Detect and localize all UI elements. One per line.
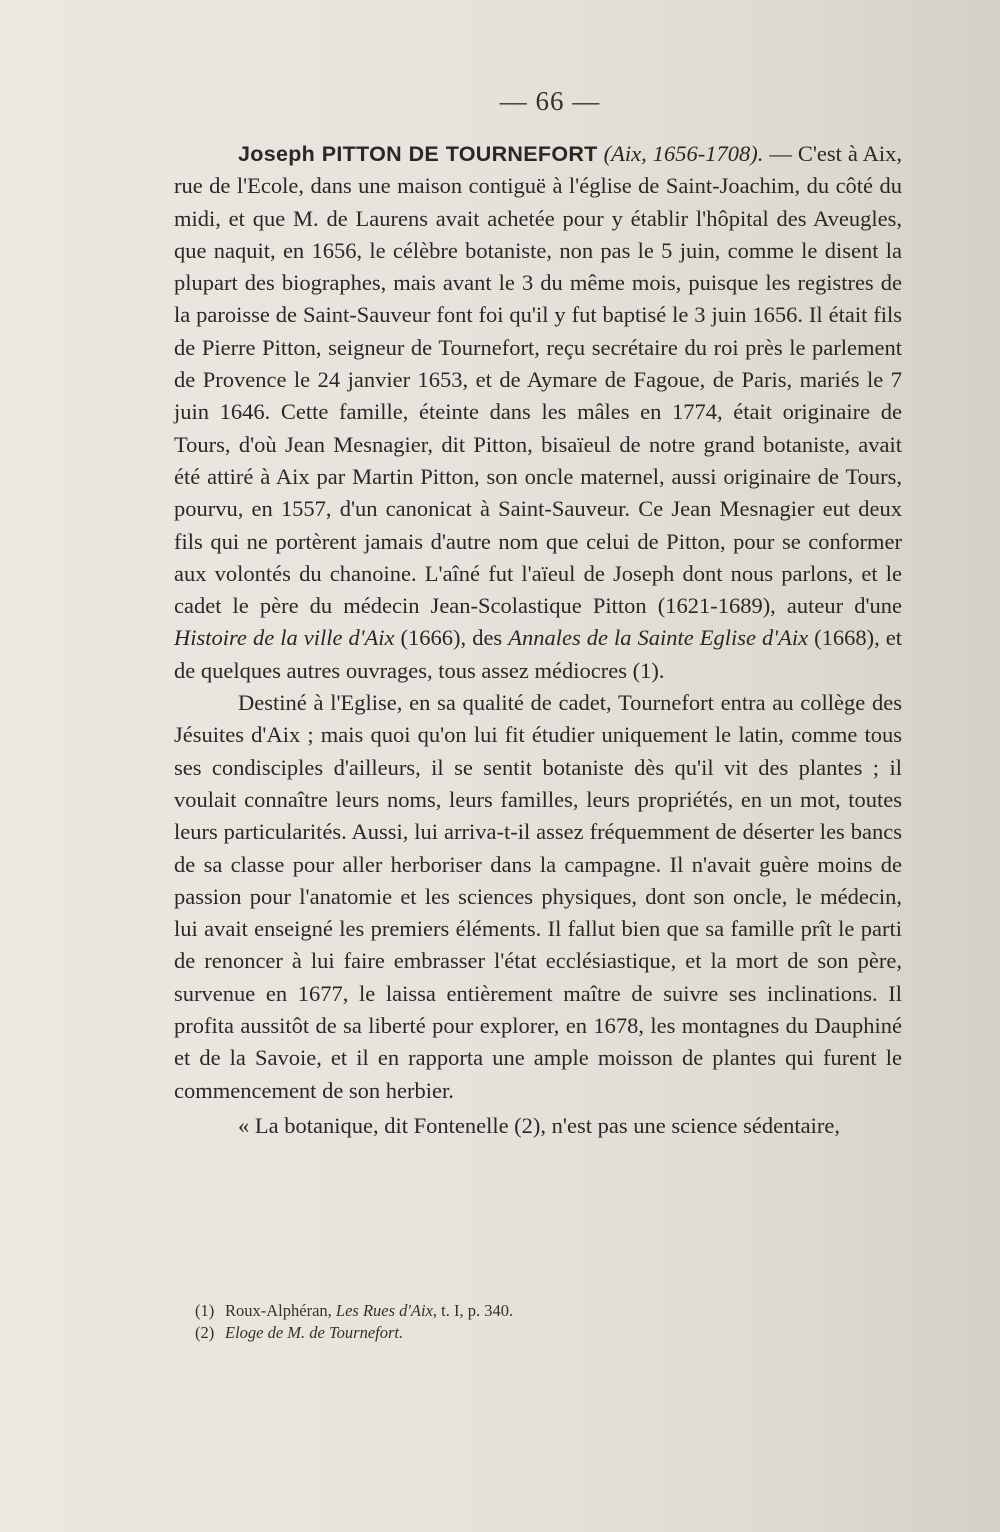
- footnote-2: [195, 1322, 755, 1344]
- work-title-histoire: Histoire de la ville d'Aix: [174, 625, 395, 651]
- footnote-mark: (1): [195, 1301, 215, 1320]
- footnote-title: Les Rues d'Aix,: [335, 1301, 438, 1320]
- paragraph-3: « La botanique, dit Fontenelle (2), n'est pas une science sédentaire,: [238, 1112, 840, 1138]
- paragraph-1-mid: (1666), des: [394, 625, 509, 651]
- footnotes: [195, 1300, 755, 1344]
- paragraph-1-body: — C'est à Aix, rue de l'Ecole, dans une maison contiguë à l'église de Saint-Joachim, du côté du midi, et que M. de Laurens avait achetée pour y établir l'hôpital des Aveugles, que naquit, en 1656, le célèbre botaniste, non pas le 5 juin, comme le disent la plupart des biographes, mais avant le 3 du même mois, puisque les registres de la paroisse de Saint-Sauveur font foi qu'il y fut baptisé le 3 juin 1656. Il était fils de Pierre Pitton, seigneur de Tournefort, reçu secrétaire du roi près le parlement de Provence le 24 janvier 1653, et de Aymare de Fagoue, de Paris, mariés le 7 juin 1646. Cette famille, éteinte dans les mâles en 1774, était originaire de Tours, d'où Jean Mesnagier, dit Pitton, bisaïeul de notre grand botaniste, avait été attiré à Aix par Martin Pitton, son oncle maternel, aussi originaire de Tours, pourvu, en 1557, d'un canonicat à Saint-Sauveur. Ce Jean Mesnagier eut deux fils qui ne portèrent jamais d'autre nom que celui de Pitton, pour se conformer aux volontés du chanoine. L'aîné fut l'aïeul de Joseph dont nous parlons, et le cadet le père du médecin Jean-Scolastique Pitton (1621-1689), auteur d'une: [174, 141, 902, 619]
- page-number: — 66 —: [499, 86, 601, 116]
- footnote-mark: (2): [195, 1323, 215, 1342]
- work-title-annales: Annales de la Sainte Eglise d'Aix: [508, 625, 809, 651]
- paragraph-1: [174, 138, 902, 687]
- paragraph-1-end: (1668), et de quelques autres ouvrages, tous assez médiocres (1).: [174, 625, 902, 683]
- entry-dates: (Aix, 1656-1708).: [603, 141, 764, 166]
- entry-name: Joseph PITTON DE TOURNEFORT: [238, 142, 598, 166]
- paragraph-2: Destiné à l'Eglise, en sa qualité de cadet, Tournefort entra au collège des Jésuites d'Aix ; mais quoi qu'on lui fit étudier uniquement le latin, comme tous ses condisciples d'ailleurs, il se sentit botaniste dès qu'il vit des plantes ; il voulait connaître leurs noms, leurs familles, leurs propriétés, en un mot, toutes leurs particularités. Aussi, lui arriva-t-il assez fréquemment de déserter les bancs de sa classe pour aller herboriser dans la campagne. Il n'avait guère moins de passion pour l'anatomie et les sciences physiques, dont son oncle, le médecin, lui avait enseigné les premiers éléments. Il fallut bien que sa famille prît le parti de renoncer à lui faire embrasser l'état ecclésiastique, et la mort de son père, survenue en 1677, le laissa entièrement maître de suivre ses inclinations. Il profita aussitôt de sa liberté pour explorer, en 1678, les montagnes du Dauphiné et de la Savoie, et il en rapporta une ample moisson de plantes qui furent le commencement de son herbier.: [174, 690, 902, 1103]
- footnote-1: [195, 1300, 755, 1322]
- footnote-ref: t. I, p. 340.: [441, 1301, 514, 1320]
- footnote-author: Roux-Alphéran,: [225, 1301, 332, 1320]
- main-text: [174, 138, 902, 1142]
- footnote-title: Eloge de M. de Tournefort.: [225, 1323, 404, 1342]
